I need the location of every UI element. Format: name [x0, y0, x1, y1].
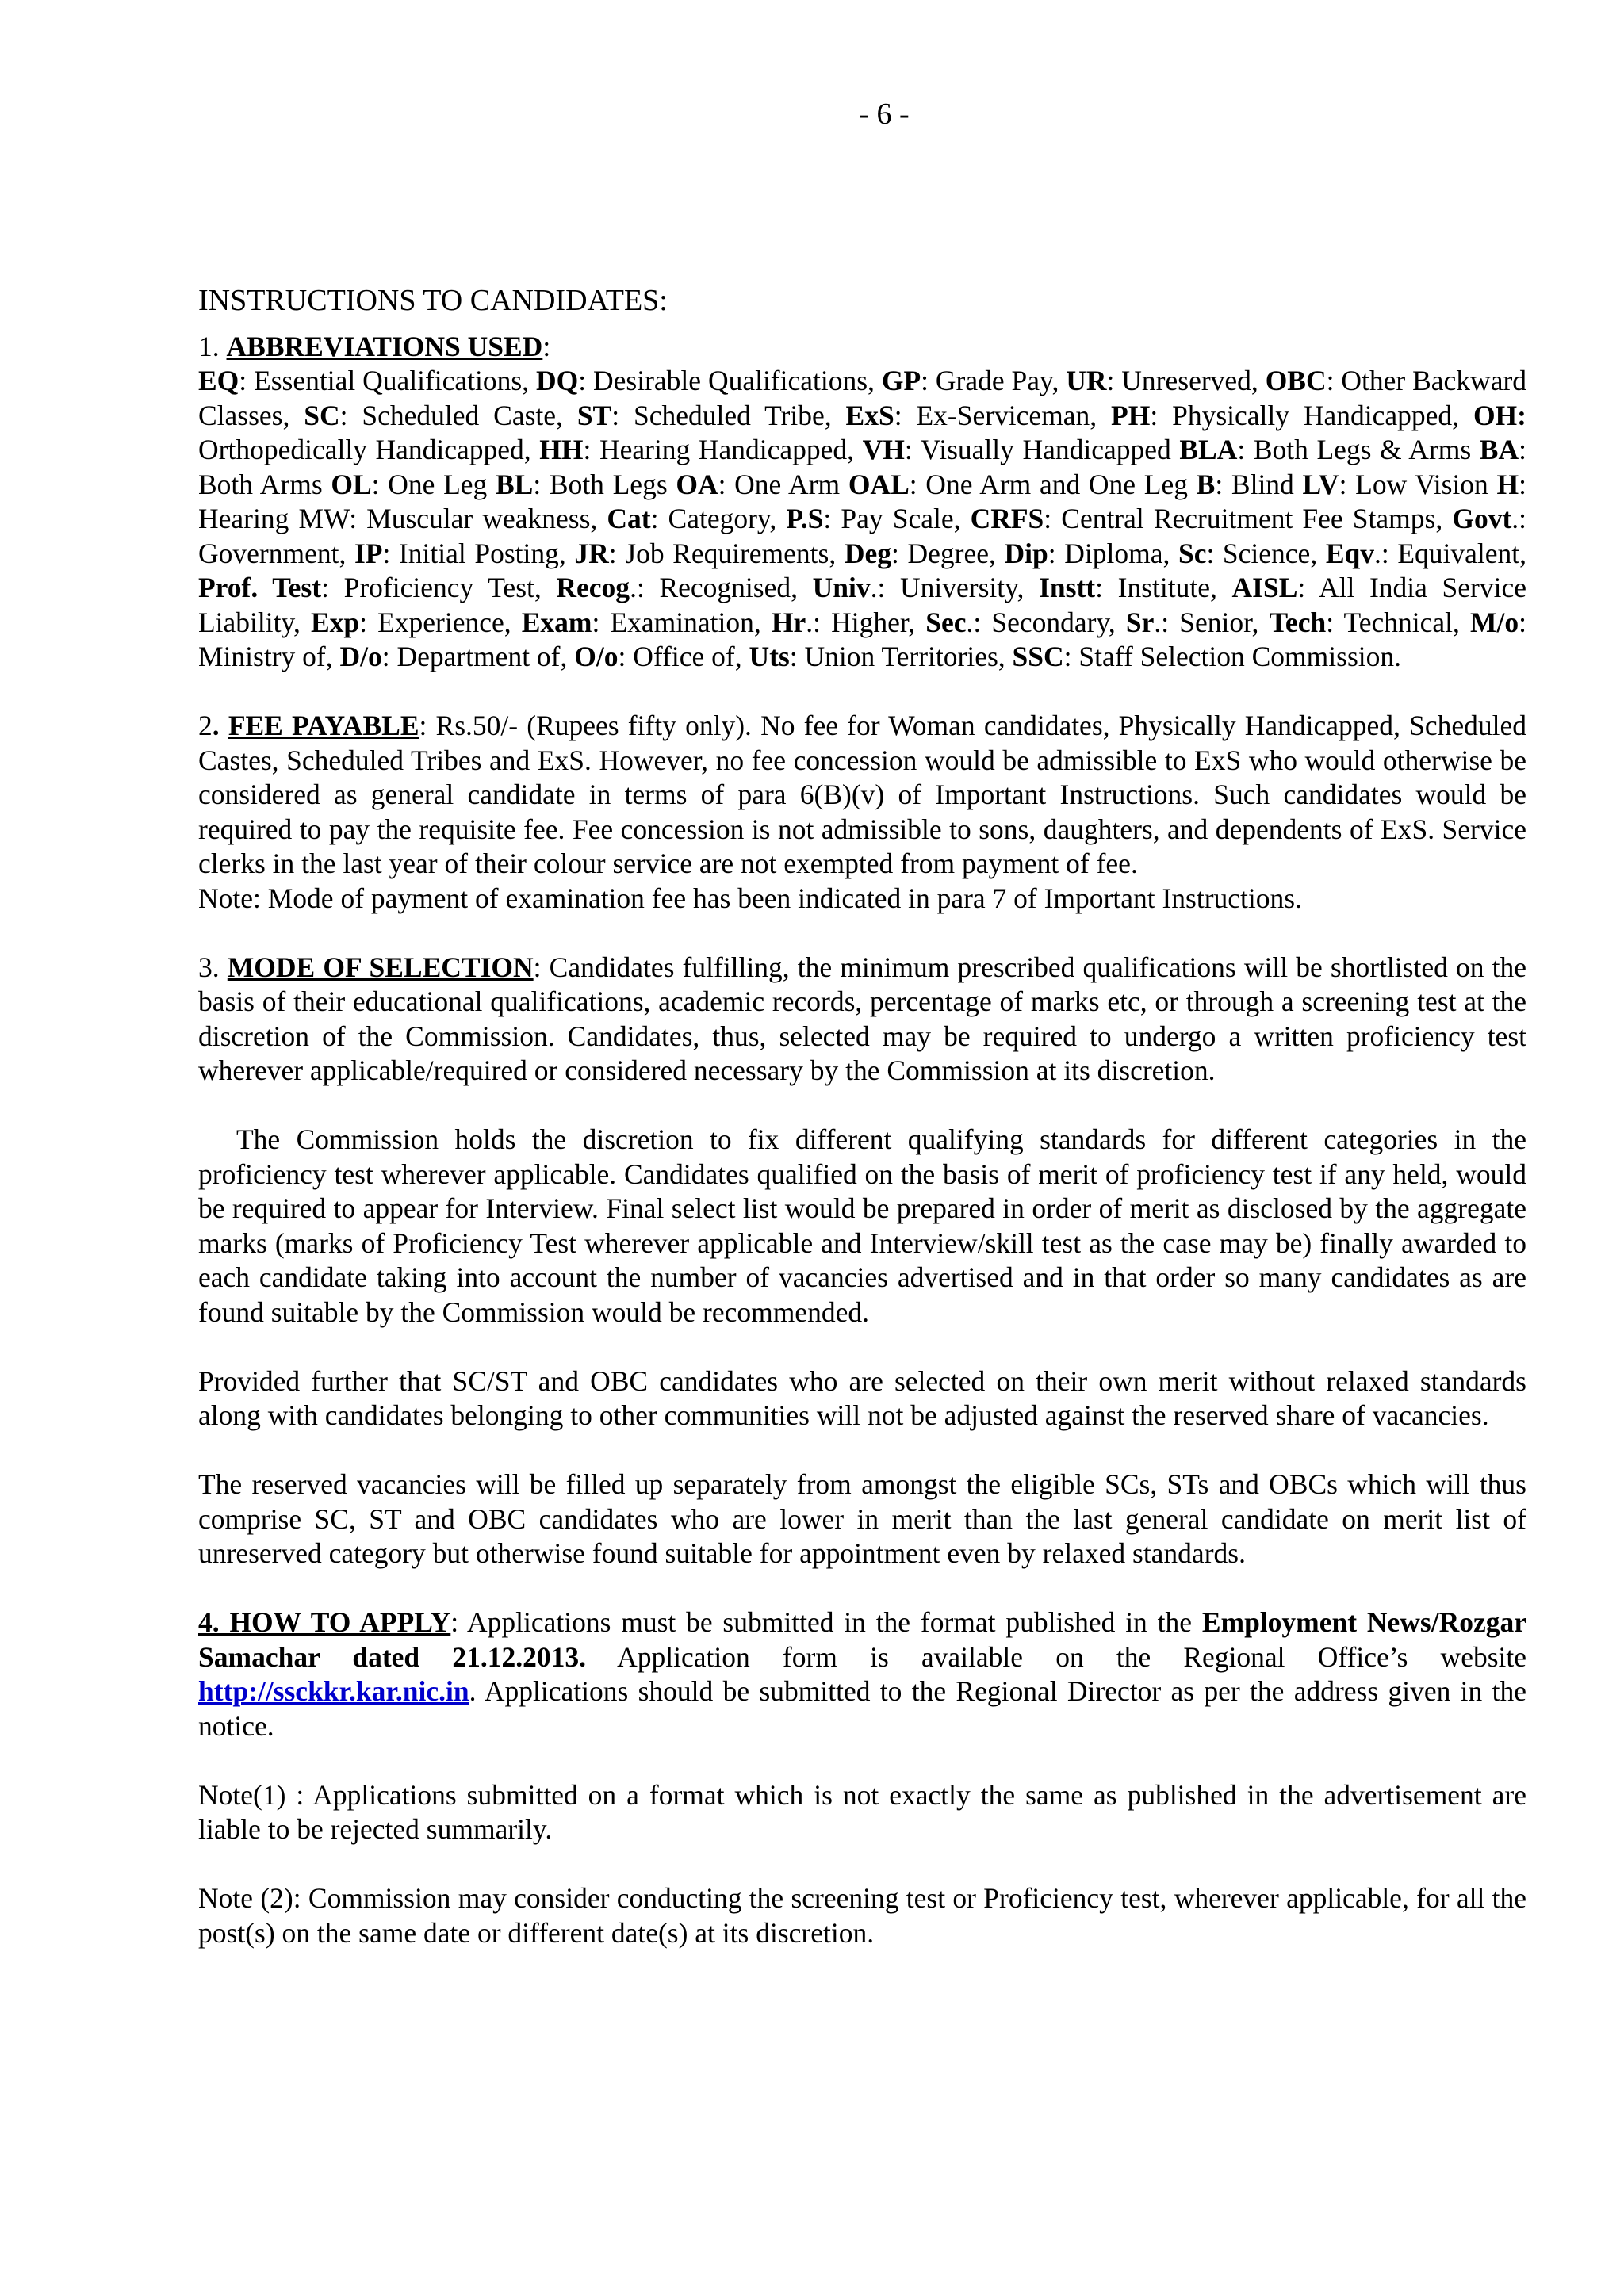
abbreviation-meaning: : Visually Handicapped: [904, 434, 1180, 465]
abbreviation-meaning: : Scheduled Caste,: [339, 399, 577, 431]
abbreviation-key: HH: [539, 434, 584, 465]
abbreviation-key: Univ: [812, 572, 871, 603]
abbreviation-key: ExS: [845, 399, 894, 431]
abbreviations-list: [198, 364, 1526, 675]
abbreviation-key: OH:: [1473, 399, 1526, 431]
abbreviation-meaning: : Low Vision: [1339, 468, 1497, 500]
apply-note-1: Note(1) : Applications submitted on a format which is not exactly the same as published in the advertisement are liable to be rejected summarily.: [198, 1778, 1526, 1845]
abbreviation-key: P.S: [786, 503, 824, 534]
abbreviation-key: Sc: [1178, 537, 1207, 569]
abbreviation-meaning: : Diploma,: [1048, 537, 1178, 569]
selection-section: [198, 951, 1526, 1089]
abbreviation-key: Uts: [749, 641, 790, 672]
abbreviation-meaning: : Scheduled Tribe,: [611, 399, 846, 431]
abbreviation-key: O/o: [574, 641, 619, 672]
page-number: - 6 -: [859, 98, 910, 131]
abbreviation-key: Govt: [1452, 503, 1512, 534]
apply-section: [198, 1605, 1526, 1743]
apply-title: 4. HOW TO APPLY: [198, 1606, 451, 1638]
abbreviation-key: Exam: [521, 606, 592, 638]
section-number-dot: .: [212, 710, 228, 741]
abbreviation-meaning: : Office of,: [618, 641, 749, 672]
abbreviations-section-title: [198, 330, 1526, 365]
abbreviation-key: Instt: [1039, 572, 1096, 603]
abbreviation-meaning: .: University,: [870, 572, 1040, 603]
abbreviation-meaning: .: Equivalent,: [1374, 537, 1527, 569]
section-number: 3.: [198, 951, 228, 983]
abbreviation-key: Exp: [310, 606, 360, 638]
abbreviation-key: BL: [495, 468, 534, 500]
fee-title: FEE PAYABLE: [228, 710, 419, 741]
abbreviation-key: B: [1196, 468, 1216, 500]
abbreviation-key: CRFS: [970, 503, 1044, 534]
employment-news-reference: Employment News/Rozgar Samachar dated 21.12.2013.: [198, 1606, 1526, 1673]
abbreviation-key: BLA: [1179, 434, 1238, 465]
section-number: 2: [198, 710, 213, 741]
abbreviation-meaning: : All India Service Liability,: [198, 572, 1526, 638]
abbreviation-meaning: .: Recognised,: [630, 572, 813, 603]
abbreviation-key: VH: [862, 434, 905, 465]
abbreviation-meaning: : Desirable Qualifications,: [578, 365, 882, 396]
selection-paragraph-2: The Commission holds the discretion to fix different qualifying standards for different categories in the proficiency test wherever applicable. Candidates qualified on the basis of merit of proficiency test if any held, would be required to appear for Interview. Final select list would be prepared in order of merit as disclosed by the aggregate marks (marks of Proficiency Test wherever applicable and Interview/skill test as the case may be) finally awarded to each candidate taking into account the number of vacancies advertised and in that order so many candidates as are found suitable by the Commission would be recommended.: [198, 1123, 1526, 1328]
abbreviation-meaning: : Hearing Handicapped,: [583, 434, 863, 465]
abbreviation-meaning: : Staff Selection Commission.: [1063, 641, 1402, 672]
abbreviation-key: Tech: [1269, 606, 1327, 638]
abbreviation-key: Eqv: [1325, 537, 1374, 569]
abbreviation-key: BA: [1479, 434, 1519, 465]
section-number: 1.: [198, 330, 227, 362]
abbreviation-key: OL: [331, 468, 372, 500]
website-link[interactable]: http://ssckkr.kar.nic.in: [198, 1675, 469, 1707]
abbreviation-key: EQ: [198, 365, 239, 396]
abbreviation-key: H: [1496, 468, 1519, 500]
fee-section: [198, 709, 1526, 882]
abbreviation-meaning: : Department of,: [381, 641, 575, 672]
abbreviation-key: D/o: [339, 641, 382, 672]
abbreviation-meaning: : Examination,: [592, 606, 772, 638]
abbreviation-meaning: : Both Arms: [198, 434, 1526, 500]
selection-text: : Candidates fulfilling, the minimum prescribed qualifications will be shortlisted on the basis of their educational qualifications, academic records, percentage of marks etc, or through a screening test at the discretion of the Commission. Candidates, thus, selected may be required to undergo a written proficiency test wherever applicable/required or considered necessary by the Commission at its discretion.: [198, 951, 1526, 1086]
abbreviation-meaning: : One Arm and One Leg: [909, 468, 1197, 500]
abbreviation-key: Deg: [844, 537, 892, 569]
abbreviation-key: OA: [676, 468, 718, 500]
abbreviation-meaning: : Category,: [650, 503, 787, 534]
abbreviation-meaning: : Initial Posting,: [382, 537, 575, 569]
abbreviation-meaning: : Other Backward Classes,: [198, 365, 1527, 431]
abbreviation-meaning: : Science,: [1206, 537, 1326, 569]
abbreviation-meaning: : Experience,: [359, 606, 522, 638]
abbreviation-meaning: : One Arm: [718, 468, 848, 500]
abbreviation-key: OBC: [1265, 365, 1327, 396]
abbreviation-key: Sr: [1125, 606, 1155, 638]
abbreviation-meaning: : Technical,: [1326, 606, 1470, 638]
selection-paragraph-4: The reserved vacancies will be filled up separately from amongst the eligible SCs, STs and OBCs which will thus comprise SC, ST and OBC candidates who are lower in merit than the last general candidate on merit list of unreserved category but otherwise found suitable for appointment even by relaxed standards.: [198, 1468, 1526, 1569]
abbreviation-meaning: : Essential Qualifications,: [239, 365, 537, 396]
abbreviation-key: ST: [576, 399, 612, 431]
abbreviations-title: ABBREVIATIONS USED: [226, 330, 543, 362]
abbreviation-meaning: : Pay Scale,: [823, 503, 971, 534]
abbreviation-key: M/o: [1470, 606, 1519, 638]
abbreviation-key: Prof. Test: [198, 572, 322, 603]
abbreviation-meaning: .: Secondary,: [966, 606, 1126, 638]
abbreviation-key: AISL: [1231, 572, 1298, 603]
abbreviation-key: LV: [1302, 468, 1339, 500]
selection-title: MODE OF SELECTION: [227, 951, 534, 983]
selection-paragraph-3: Provided further that SC/ST and OBC candidates who are selected on their own merit without relaxed standards along with candidates belonging to other communities will not be adjusted against the reserved share of vacancies.: [198, 1364, 1526, 1431]
apply-text-2: Application form is available on the Regional Office’s website: [585, 1640, 1527, 1673]
abbreviation-meaning: : Blind: [1215, 468, 1303, 500]
page-content: [198, 284, 1526, 1950]
abbreviation-meaning: : Grade Pay,: [921, 365, 1067, 396]
abbreviation-meaning: : Both Legs & Arms: [1237, 434, 1480, 465]
apply-note-2: Note (2): Commission may consider conducting the screening test or Proficiency test, wherever applicable, for all the post(s) on the same date or different date(s) at its discretion.: [198, 1882, 1526, 1949]
abbreviation-meaning: : Institute,: [1095, 572, 1232, 603]
abbreviation-meaning: : Unreserved,: [1106, 365, 1266, 396]
abbreviation-key: Cat: [607, 503, 651, 534]
abbreviation-key: SC: [304, 399, 340, 431]
title-colon: :: [542, 330, 551, 362]
abbreviation-key: PH: [1111, 399, 1151, 431]
fee-note: Note: Mode of payment of examination fee has been indicated in para 7 of Important Instructions.: [198, 882, 1302, 914]
abbreviation-meaning: : Central Recruitment Fee Stamps,: [1044, 503, 1453, 534]
abbreviation-key: UR: [1066, 365, 1107, 396]
abbreviation-meaning: : Ministry of,: [198, 606, 1526, 672]
abbreviation-meaning: : Both Legs: [533, 468, 676, 500]
abbreviation-key: Recog: [556, 572, 630, 603]
abbreviation-key: SSC: [1012, 641, 1064, 672]
fee-text: : Rs.50/- (Rupees fifty only). No fee for Woman candidates, Physically Handicapped, Scheduled Castes, Scheduled Tribes and ExS. However, no fee concession would be admissible to ExS who would otherwise be considered as general candidate in terms of para 6(B)(v) of Important Instructions. Such candidates would be required to pay the requisite fee. Fee concession is not admissible to sons, daughters, and dependents of ExS. Service clerks in the last year of their colour service are not exempted from payment of fee.: [198, 710, 1526, 879]
abbreviation-key: IP: [354, 537, 383, 569]
abbreviation-key: OAL: [848, 468, 910, 500]
page-heading: INSTRUCTIONS TO CANDIDATES:: [198, 284, 668, 317]
abbreviation-meaning: : Physically Handicapped,: [1150, 399, 1473, 431]
abbreviation-key: DQ: [536, 365, 579, 396]
abbreviation-key: Sec: [925, 606, 967, 638]
abbreviation-meaning: : Degree,: [891, 537, 1005, 569]
abbreviation-meaning: : Proficiency Test,: [321, 572, 557, 603]
abbreviation-meaning: : One Leg: [371, 468, 496, 500]
abbreviation-meaning: .: Government,: [198, 503, 1527, 569]
abbreviation-meaning: : Ex-Serviceman,: [894, 399, 1112, 431]
abbreviation-meaning: .: Higher,: [806, 606, 926, 638]
abbreviation-key: Hr: [771, 606, 806, 638]
abbreviation-key: JR: [574, 537, 609, 569]
abbreviation-meaning: Orthopedically Handicapped,: [198, 434, 540, 465]
apply-text-3: . Applications should be submitted to the Regional Director as per the address given in the notice.: [198, 1675, 1526, 1742]
abbreviation-key: Dip: [1004, 537, 1048, 569]
abbreviation-meaning: : Job Requirements,: [608, 537, 845, 569]
abbreviation-key: GP: [881, 365, 921, 396]
abbreviation-meaning: : Union Territories,: [789, 641, 1013, 672]
abbreviation-meaning: : Hearing MW: Muscular weakness,: [198, 468, 1527, 534]
apply-text-1: : Applications must be submitted in the format published in the: [450, 1606, 1202, 1638]
abbreviation-meaning: .: Senior,: [1154, 606, 1270, 638]
